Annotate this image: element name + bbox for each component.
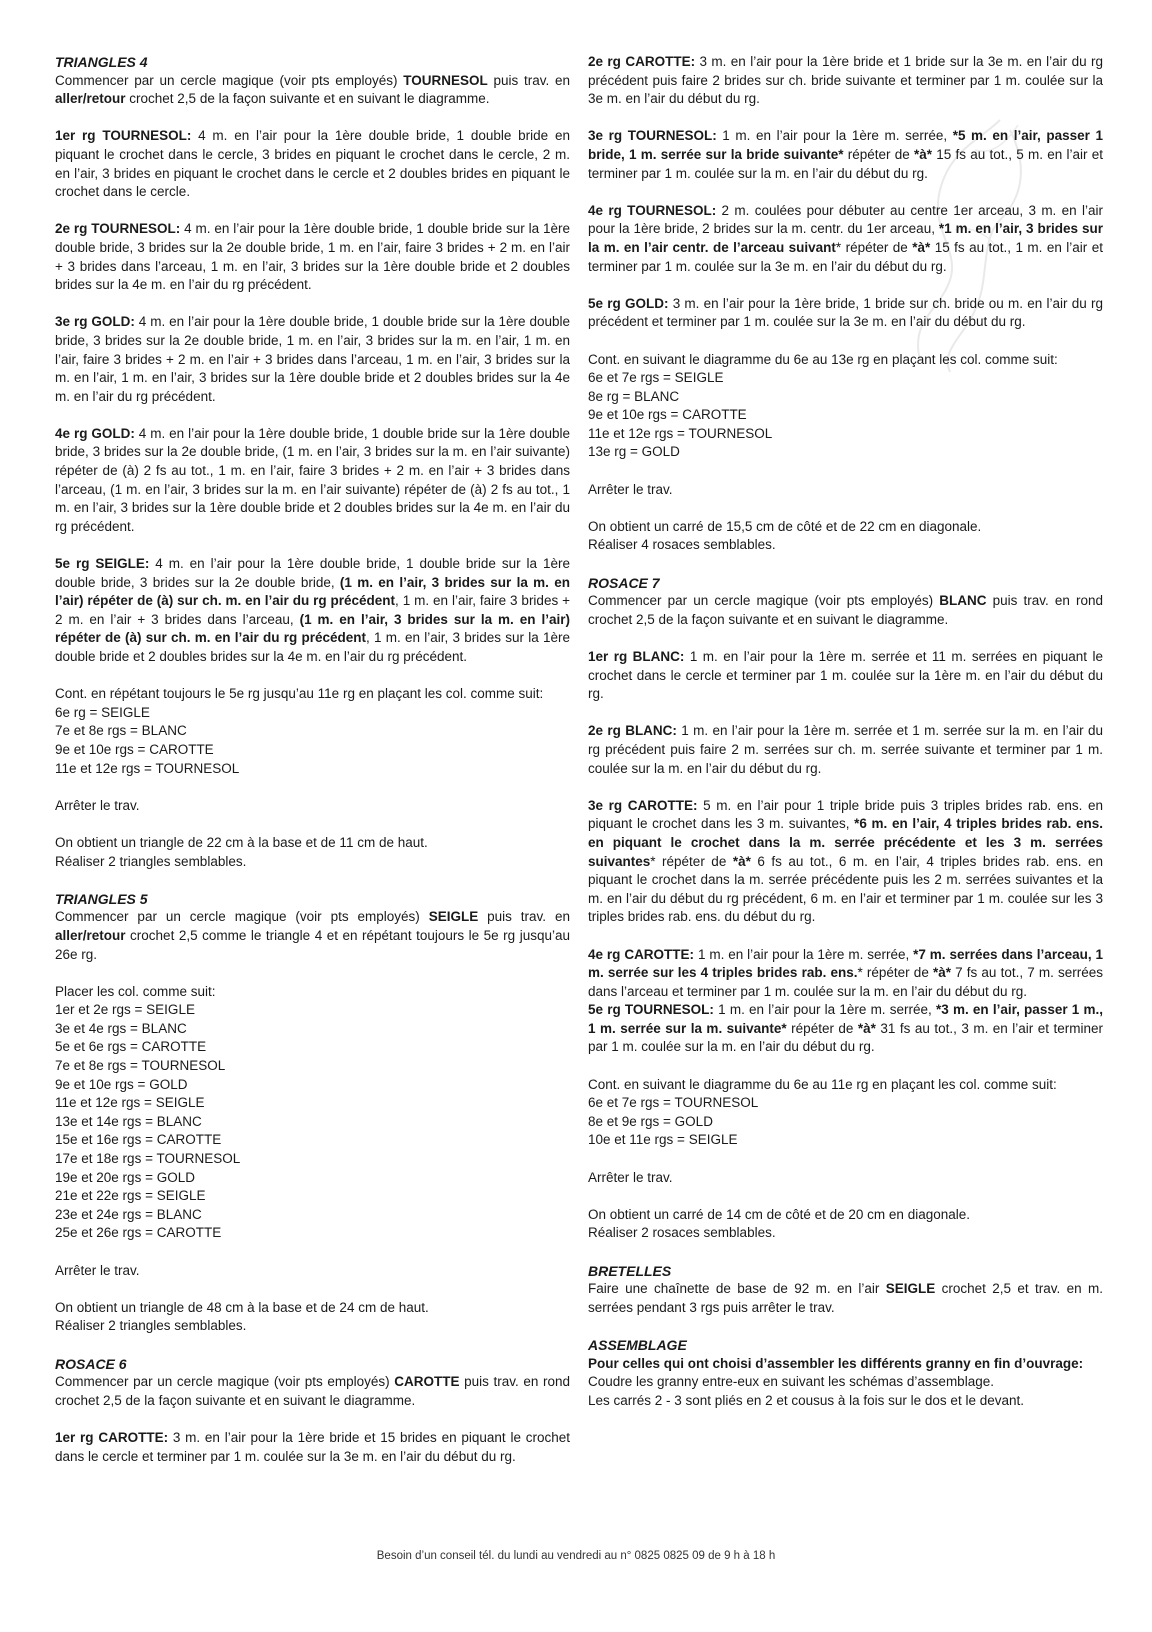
rosace-6-row-1: 1er rg CAROTTE: 3 m. en l’air pour la 1ère bride et 15 brides en piquant le crochet dans le cercle et terminer par 1 m. coulée sur la 3e m. en l’air du début du rg. — [55, 1429, 570, 1464]
section-title-assemblage: ASSEMBLAGE — [588, 1336, 687, 1353]
rosace-7-row-5: 5e rg TOURNESOL: 1 m. en l’air pour la 1ère m. serrée, *3 m. en l’air, passer 1 m., 1 m. serrée sur la m. suivante* répéter de *à* 31 fs au tot., 3 m. en l’air et terminer par 1 m. coulée sur la m. en l’air du début du rg. — [588, 1002, 1104, 1055]
footer-helpline: Besoin d’un conseil tél. du lundi au vendredi au n° 0825 0825 09 de 9 h à 18 h — [376, 1550, 776, 1562]
right-column — [588, 53, 1103, 1410]
rosace-7-stop: Arrêter le trav. — [588, 1169, 673, 1185]
rosace-7-row-1: 1er rg BLANC: 1 m. en l’air pour la 1ère m. serrée et 11 m. serrées en piquant le crochet dans le cercle et terminer par 1 m. coulée sur la 1ère m. en l’air du début du rg. — [588, 649, 1103, 702]
rosace-7-row-4: 4e rg CAROTTE: 1 m. en l’air pour la 1ère m. serrée, *7 m. serrées dans l’arceau, 1 m. serrée sur les 4 triples brides rab. ens.* répéter de *à* 7 fs au tot., 7 m. serrées dans l’arceau et terminer par 1 m. coulée sur la m. en l’air du début du rg. — [588, 946, 1104, 999]
rosace-6-result: On obtient un carré de 15,5 cm de côté et de 22 cm en diagonale. Réaliser 4 rosaces semblables. — [588, 518, 982, 553]
triangles-4-row-5: 5e rg SEIGLE: 4 m. en l’air pour la 1ère double bride, 1 double bride sur la 1ère double bride, 3 brides sur la 2e double bride, (1 m. en l’air, 3 brides sur la m. en l’air) répéter de (à) sur ch. m. en l’air du rg précédent, 1 m. en l’air, faire 3 brides + 2 m. en l’air + 3 brides dans l’arceau, (1 m. en l’air, 3 brides sur la m. en l’air) répéter de (à) sur ch. m. en l’air du rg précédent, 1 m. en l’air, 3 brides sur la 1ère double bride et 2 doubles brides sur la 4e m. en l’air du rg précédent. — [55, 556, 571, 664]
rosace-6-row-3: 3e rg TOURNESOL: 1 m. en l’air pour la 1ère m. serrée, *5 m. en l’air, passer 1 bride, 1 m. serrée sur la bride suivante* répéter de *à* 15 fs au tot., 5 m. en l’air et terminer par 1 m. coulée sur la m. en l’air du début du rg. — [588, 128, 1103, 181]
left-column — [55, 53, 570, 1466]
rosace-6-colors: Cont. en suivant le diagramme du 6e au 13e rg en plaçant les col. comme suit: 6e et 7e rgs = SEIGLE 8e rg = BLANC 9e et 10e rgs = CAROTTE 11e et 12e rgs = TOURNESOL 13e rg = GOLD — [588, 351, 1058, 460]
triangles-4-result: On obtient un triangle de 22 cm à la base et de 11 cm de haut. Réaliser 2 triangles semblables. — [55, 834, 428, 869]
section-title-rosace-6: ROSACE 6 — [55, 1355, 127, 1372]
section-title-bretelles: BRETELLES — [588, 1262, 672, 1279]
triangles-5-colors: Placer les col. comme suit: 1er et 2e rgs = SEIGLE 3e et 4e rgs = BLANC 5e et 6e rgs = CAROTTE 7e et 8e rgs = TOURNESOL 9e et 10e rgs = GOLD 11e et 12e rgs = SEIGLE 13e et 14e rgs = BLANC 15e et 16e rgs = CAROTTE 17e et 18e rgs = TOURNESOL 19e et 20e rgs = GOLD 21e et 22e rgs = SEIGLE 23e et 24e rgs = BLANC 25e et 26e rgs = CAROTTE — [55, 983, 241, 1241]
rosace-7-result: On obtient un carré de 14 cm de côté et de 20 cm en diagonale. Réaliser 2 rosaces semblables. — [588, 1206, 970, 1241]
rosace-6-intro: Commencer par un cercle magique (voir pts employés) CAROTTE puis trav. en rond crochet 2,5 de la façon suivante et en suivant le diagramme. — [55, 1374, 570, 1408]
section-title-triangles-4: TRIANGLES 4 — [55, 54, 148, 70]
triangles-4-row-3: 3e rg GOLD: 4 m. en l’air pour la 1ère double bride, 1 double bride sur la 1ère double bride, 3 brides sur la 2e double bride, 1 m. en l’air, 3 brides sur la m. en l’air, 1 m. en l’air, faire 3 brides + 2 m. en l’air + 3 brides dans l’arceau, 1 m. en l’air, 3 brides sur la m. en l’air, 1 m. en l’air, 3 brides sur la 1ère double bride et 2 doubles brides sur la 4e m. en l’air du rg précédent. — [55, 314, 570, 404]
rosace-7-row-2: 2e rg BLANC: 1 m. en l’air pour la 1ère m. serrée et 1 m. serrée sur la m. en l’air du rg précédent puis faire 2 m. serrées sur ch. m. serrée suivante et terminer par 1 m. coulée sur la m. en l’air du début du rg. — [588, 723, 1103, 776]
rosace-7-colors: Cont. en suivant le diagramme du 6e au 11e rg en plaçant les col. comme suit: 6e et 7e rgs = TOURNESOL 8e et 9e rgs = GOLD 10e et 11e rgs = SEIGLE — [588, 1076, 1057, 1148]
triangles-4-colors: Cont. en répétant toujours le 5e rg jusqu’au 11e rg en plaçant les col. comme suit: 6e rg = SEIGLE 7e et 8e rgs = BLANC 9e et 10e rgs = CAROTTE 11e et 12e rgs = TOURNESOL — [55, 686, 544, 776]
rosace-7-row-3: 3e rg CAROTTE: 5 m. en l’air pour 1 triple bride puis 3 triples brides rab. ens. en piquant le crochet dans les 3 m. suivantes, *6 m. en l’air, 4 triples brides rab. ens. en piquant le crochet dans la m. serrée précédente et les 3 m. serrées suivantes* répéter de *à* 6 fs au tot., 6 m. en l’air, 4 triples brides rab. ens. en piquant le crochet dans la m. serrée précédente puis les 2 m. serrées suivantes et la m. en l’air du début du rg précédent, 6 m. en l’air et terminer par 1 m. coulée sur les 3 triples brides rab. ens. du début du rg. — [588, 797, 1103, 925]
rosace-6-stop: Arrêter le trav. — [588, 481, 673, 497]
triangles-4-stop: Arrêter le trav. — [55, 797, 140, 813]
triangles-5-result: On obtient un triangle de 48 cm à la base et de 24 cm de haut. Réaliser 2 triangles semblables. — [55, 1299, 429, 1334]
rosace-6-row-4: 4e rg TOURNESOL: 2 m. coulées pour débuter au centre 1er arceau, 3 m. en l’air pour la 1ère bride, 2 brides sur la m. centr. du 1er arceau, *1 m. en l’air, 3 brides sur la m. en l’air centr. de l’arceau suivant* répéter de *à* 15 fs au tot., 1 m. en l’air et terminer par 1 m. coulée sur la 3e m. en l’air du début du rg. — [588, 202, 1104, 274]
triangles-4-row-4: 4e rg GOLD: 4 m. en l’air pour la 1ère double bride, 1 double bride sur la 1ère double bride, 3 brides sur la 2e double bride, (1 m. en l’air, 3 brides sur la m. en l’air suivante) répéter de (à) 2 fs au tot., 1 m. en l’air, faire 3 brides + 2 m. en l’air + 3 brides dans l’arceau, (1 m. en l’air, 3 brides sur la m. en l’air suivante) répéter de (à) 2 fs au tot., 1 m. en l’air, 3 brides sur la 1ère double bride et 2 doubles brides sur la 4e m. en l’air du rg précédent. — [55, 425, 570, 534]
assemblage-text: Pour celles qui ont choisi d’assembler les différents granny en fin d’ouvrage: Coudre les granny entre-eux en suivant les schémas d’assemblage. Les carrés 2 - 3 sont pliés en 2 et cousus à la fois sur le dos et le devant. — [588, 1355, 1084, 1408]
triangles-4-row-2: 2e rg TOURNESOL: 4 m. en l’air pour la 1ère double bride, 1 double bride sur la 1ère double bride, 3 brides sur la 2e double bride, 1 m. en l’air, faire 3 brides + 2 m. en l’air + 3 brides dans l’arceau, 1 m. en l’air, 3 brides sur la 1ère double bride et 2 doubles brides sur la 4e m. en l’air du rg précédent. — [55, 221, 570, 293]
triangles-5-stop: Arrêter le trav. — [55, 1262, 140, 1278]
rosace-7-intro: Commencer par un cercle magique (voir pts employés) BLANC puis trav. en rond crochet 2,5 de la façon suivante et en suivant le diagramme. — [588, 593, 1103, 627]
triangles-5-intro: Commencer par un cercle magique (voir pts employés) SEIGLE puis trav. en aller/retour crochet 2,5 comme le triangle 4 et en répétant toujours le 5e rg jusqu’au 26e rg. — [55, 909, 570, 962]
rosace-6-row-2: 2e rg CAROTTE: 3 m. en l’air pour la 1ère bride et 1 bride sur la 3e m. en l’air du rg précédent puis faire 2 brides sur ch. bride suivante et terminer par 1 m. coulée sur la 3e m. en l’air du début du rg. — [588, 54, 1103, 107]
triangles-4-row-1: 1er rg TOURNESOL: 4 m. en l’air pour la 1ère double bride, 1 double bride en piquant le crochet dans le cercle, 3 brides en piquant le crochet dans le cercle, 2 m. en l’air, 3 brides en piquant le crochet dans le cercle et 2 doubles brides en piquant le crochet dans le cercle. — [55, 128, 570, 200]
rosace-6-row-5: 5e rg GOLD: 3 m. en l’air pour la 1ère bride, 1 bride sur ch. bride ou m. en l’air du rg précédent et terminer par 1 m. coulée sur la 3e m. en l’air du début du rg. — [588, 295, 1103, 330]
section-title-rosace-7: ROSACE 7 — [588, 574, 660, 591]
bretelles-text: Faire une chaînette de base de 92 m. en l’air SEIGLE crochet 2,5 et trav. en m. serrées pendant 3 rgs puis arrêter le trav. — [588, 1281, 1103, 1315]
section-title-triangles-5: TRIANGLES 5 — [55, 890, 148, 907]
triangles-4-intro: Commencer par un cercle magique (voir pts employés) TOURNESOL puis trav. en aller/retour crochet 2,5 de la façon suivante et en suivant le diagramme. — [55, 72, 570, 107]
